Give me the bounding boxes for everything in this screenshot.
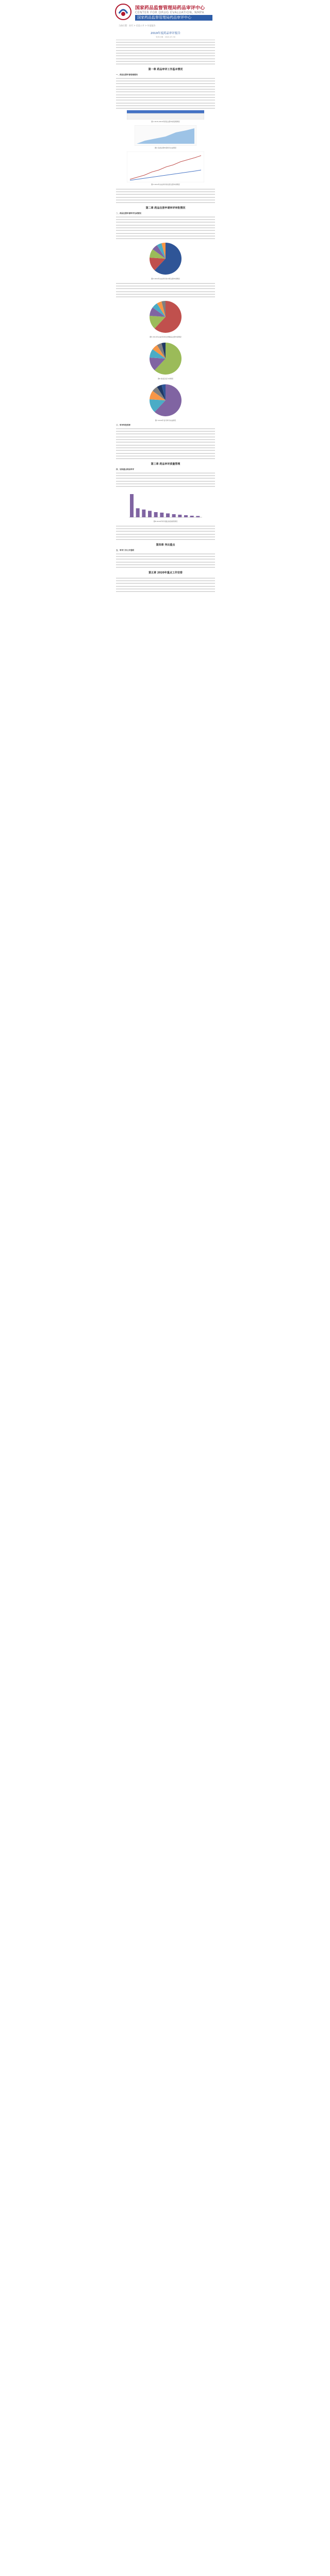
paragraph (116, 224, 215, 231)
org-title: 国家药品监督管理局药品审评中心 (135, 6, 205, 11)
figure-caption: 图6 按适应症分布情况 (158, 378, 173, 380)
paragraph (116, 452, 215, 460)
bar (196, 516, 200, 518)
figure-line-chart (127, 151, 204, 182)
paragraph (116, 196, 215, 204)
chapter-heading: 第一章 药品审评工作基本情况 (148, 68, 183, 71)
figure-pie-chart (147, 382, 184, 418)
figure-bar-chart (127, 488, 204, 519)
paragraph (116, 577, 215, 584)
article-meta: 发布日期：2020-07-30 (156, 36, 175, 38)
bar (148, 511, 152, 518)
bar (172, 514, 176, 517)
bar (160, 513, 163, 517)
figure-caption: 图3 2019年完成审评的化药注册申请情况 (151, 183, 180, 185)
article-body (116, 31, 215, 594)
figure-caption: 图8 2019年审评通过的创新药情况 (153, 520, 178, 522)
section-heading: 一、药品注册申请受理情况 (116, 74, 138, 76)
paragraph (116, 216, 215, 223)
figure-caption: 图5 2019年完成审评的生物制品注册申请情况 (150, 336, 182, 338)
figure-pie-chart (147, 341, 184, 377)
paragraph (116, 428, 215, 435)
org-banner (135, 15, 212, 21)
chapter-heading: 第二章 药品注册申请审评审批情况 (145, 207, 186, 210)
paragraph (116, 561, 215, 568)
figure-area-chart (135, 125, 196, 146)
chapter-heading: 第三章 药品审评质量管理 (151, 463, 180, 466)
org-banner-text: 国家药品监督管理局药品审评中心 (137, 15, 191, 20)
paragraph (116, 472, 215, 479)
figure-caption: 图2 各类注册申请审评完成情况 (155, 147, 176, 149)
cde-logo-icon (114, 3, 132, 21)
paragraph (116, 58, 215, 65)
figure-pie-chart (147, 299, 184, 335)
section-heading: 五、审评工作公开透明 (116, 549, 134, 551)
figure-table (127, 110, 204, 120)
paragraph (116, 533, 215, 540)
paragraph (116, 102, 215, 109)
org-subtitle: CENTER FOR DRUG EVALUATION, NMPA (135, 11, 205, 14)
paragraph (116, 188, 215, 195)
paragraph (116, 86, 215, 93)
paragraph (116, 444, 215, 451)
chapter-heading: 第四章 突出重点 (156, 544, 175, 547)
paragraph (116, 291, 215, 298)
paragraph (116, 282, 215, 290)
chapter-heading: 第五章 2020年重点工作安排 (148, 571, 183, 574)
bar (136, 509, 140, 518)
figure-caption: 图7 2019年各月审评完成情况 (155, 419, 176, 421)
figure-pie-chart (147, 241, 184, 277)
paragraph (116, 480, 215, 487)
section-heading: 四、加快重点药品审评 (116, 468, 134, 470)
paragraph (116, 77, 215, 84)
section-heading: 三、审评审批效率 (116, 424, 130, 426)
bar (130, 494, 134, 517)
paragraph (116, 553, 215, 560)
bar (166, 514, 170, 518)
site-header (0, 0, 330, 31)
paragraph (116, 41, 215, 48)
article-title: 2019年度药品审评报告 (151, 32, 180, 35)
figure-caption: 图4 2019年完成审评的中药注册申请情况 (151, 278, 180, 280)
paragraph (116, 436, 215, 443)
breadcrumb[interactable]: 当前位置：首页 > 信息公开 > 年度报告 (119, 24, 156, 27)
paragraph (116, 525, 215, 532)
section-heading: 二、药品注册申请审评完成情况 (116, 212, 141, 214)
figure-caption: 图1 2015-2019年药品注册申请受理情况 (151, 121, 180, 123)
paragraph (116, 585, 215, 592)
bar (190, 516, 194, 517)
paragraph (116, 49, 215, 57)
paragraph (116, 232, 215, 240)
bar (154, 512, 158, 517)
bar (184, 515, 188, 517)
paragraph (116, 94, 215, 101)
bar (178, 515, 182, 517)
bar (142, 510, 145, 517)
